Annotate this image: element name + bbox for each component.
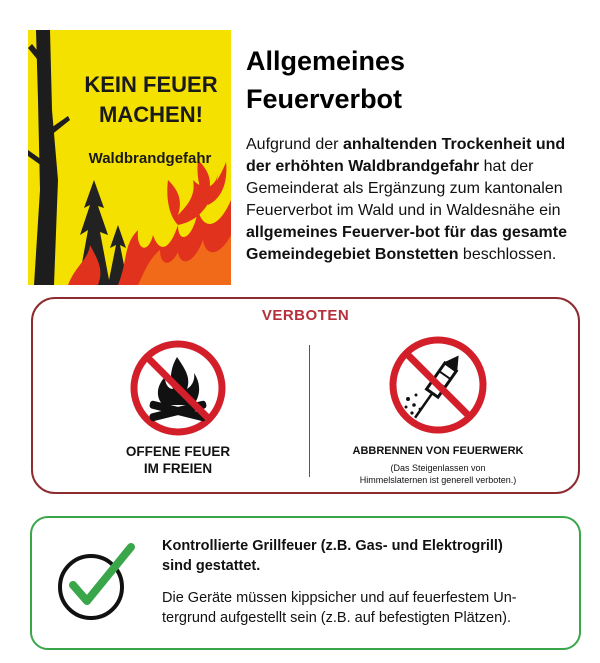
page-title-line2: Feuerverbot: [246, 84, 403, 114]
no-campfire-icon: [127, 337, 229, 439]
open-fire-label-line1: OFFENE FEUER: [125, 444, 231, 459]
poster-subline: Waldbrandgefahr: [88, 150, 212, 167]
forbidden-heading: VERBOTEN: [261, 307, 350, 324]
intro-bold-2: allgemeines Feuerver-bot für das gesamte Gemeindegebiet Bonstetten: [246, 224, 567, 263]
forbidden-box: [31, 297, 580, 494]
poster-headline-line2: MACHEN!: [99, 102, 203, 127]
allowed-text: [162, 588, 572, 628]
intro-paragraph: [246, 134, 586, 266]
checkmark-icon: [55, 541, 135, 621]
fireworks-label: ABBRENNEN VON FEUERWERK: [352, 445, 524, 457]
intro-text-2: hat der Gemeinderat als Ergänzung zum kantonalen Feuerverbot im Wald und in Waldesnähe ein: [246, 158, 563, 219]
page-title-line1: Allgemeines: [246, 46, 406, 76]
poster-headline: [76, 70, 226, 130]
page-title: [246, 42, 586, 118]
fireworks-note-line1: (Das Steigenlassen von: [390, 463, 486, 473]
allowed-heading-line2: sind gestattet.: [162, 558, 261, 574]
allowed-box: [30, 516, 581, 650]
forbidden-divider: [309, 345, 310, 477]
intro-bold-1: anhaltenden Trockenheit und der erhöhten Waldbrandgefahr: [246, 136, 566, 175]
open-fire-label-line2: IM FREIEN: [143, 461, 213, 476]
intro-text-1: Aufgrund der: [246, 136, 343, 153]
allowed-text-line1: Die Geräte müssen kippsicher und auf feuerfestem Un-: [162, 590, 517, 606]
allowed-heading: [162, 536, 572, 576]
no-fireworks-icon: [386, 333, 490, 437]
open-fire-label: [93, 443, 263, 477]
no-fire-poster: [28, 30, 231, 285]
fireworks-note-line2: Himmelslaternen ist generell verboten.): [359, 475, 517, 485]
intro-text-3: beschlossen.: [458, 246, 557, 263]
poster-headline-line1: KEIN FEUER: [84, 72, 218, 97]
allowed-heading-line1: Kontrollierte Grillfeuer (z.B. Gas- und Elektrogrill): [162, 538, 503, 554]
fireworks-note: [338, 462, 538, 486]
allowed-text-line2: tergrund aufgestellt sein (z.B. auf befestigten Plätzen).: [162, 610, 512, 626]
